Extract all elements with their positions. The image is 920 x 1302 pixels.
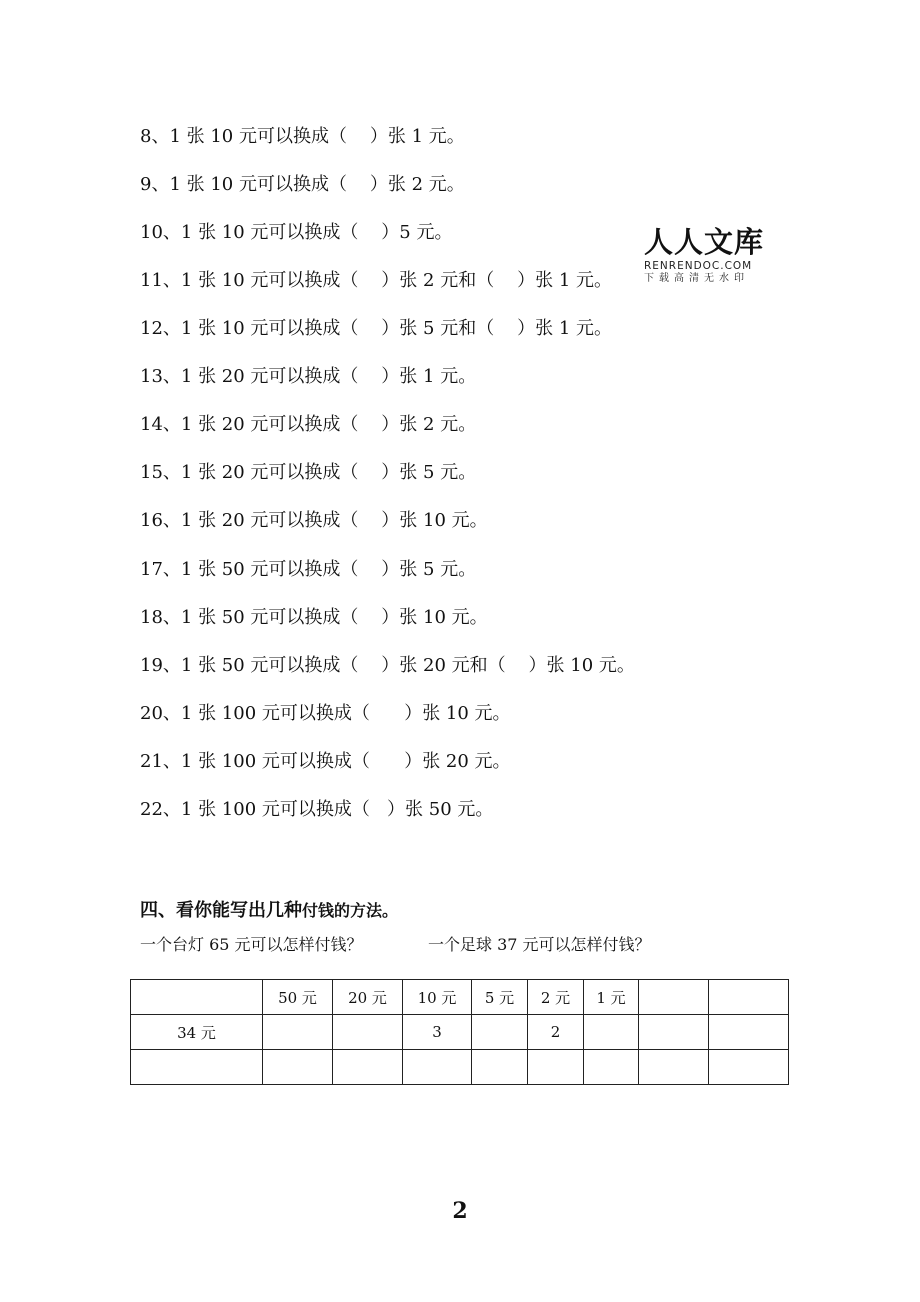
table-header-row [131,980,789,1015]
question-20: 20、1 张 100 元可以换成（ ）张 10 元。 [140,703,511,724]
table-row [131,1050,789,1085]
header-cell [639,980,709,1015]
question-9: 9、1 张 10 元可以换成（ ）张 2 元。 [140,174,465,195]
prompt-lamp: 一个台灯 65 元可以怎样付钱？ [140,935,363,954]
watermark-title: 人人文库 [644,225,765,259]
prompt-football: 一个足球 37 元可以怎样付钱？ [428,935,651,954]
question-15: 15、1 张 20 元可以换成（ ）张 5 元。 [140,462,477,483]
payment-table [130,979,789,1085]
header-cell: 2 元 [528,980,584,1015]
question-12: 12、1 张 10 元可以换成（ ）张 5 元和（ ）张 1 元。 [140,318,612,339]
question-14: 14、1 张 20 元可以换成（ ）张 2 元。 [140,414,477,435]
watermark-url: RENRENDOC.COM [644,260,753,272]
table-cell [709,1015,789,1050]
table-cell [333,1050,403,1085]
table-cell [709,1050,789,1085]
table-cell [263,1050,333,1085]
table-cell [472,1050,528,1085]
header-cell [709,980,789,1015]
table-cell: 34 元 [131,1015,263,1050]
section-title-main: 四、看你能写出几种 [140,900,302,921]
question-17: 17、1 张 50 元可以换成（ ）张 5 元。 [140,559,477,580]
table-cell [131,1050,263,1085]
question-19: 19、1 张 50 元可以换成（ ）张 20 元和（ ）张 10 元。 [140,655,635,676]
table-cell [263,1015,333,1050]
table-cell [639,1015,709,1050]
question-10: 10、1 张 10 元可以换成（ ）5 元。 [140,222,453,243]
question-22: 22、1 张 100 元可以换成（ ）张 50 元。 [140,799,494,820]
question-11: 11、1 张 10 元可以换成（ ）张 2 元和（ ）张 1 元。 [140,270,612,291]
table-cell [584,1015,639,1050]
header-cell: 10 元 [403,980,472,1015]
question-16: 16、1 张 20 元可以换成（ ）张 10 元。 [140,510,488,531]
header-cell: 1 元 [584,980,639,1015]
question-18: 18、1 张 50 元可以换成（ ）张 10 元。 [140,607,488,628]
header-cell: 20 元 [333,980,403,1015]
header-cell [131,980,263,1015]
table-cell: 3 [403,1015,472,1050]
question-21: 21、1 张 100 元可以换成（ ）张 20 元。 [140,751,511,772]
question-13: 13、1 张 20 元可以换成（ ）张 1 元。 [140,366,477,387]
page-number: 2 [452,1198,468,1224]
table-cell [472,1015,528,1050]
section-title [140,896,398,922]
question-8: 8、1 张 10 元可以换成（ ）张 1 元。 [140,126,465,147]
table-cell [403,1050,472,1085]
table-row [131,1015,789,1050]
table-cell [584,1050,639,1085]
table-cell [528,1050,584,1085]
table-cell [333,1015,403,1050]
watermark-subtitle: 下载高清无水印 [644,273,749,284]
table-cell [639,1050,709,1085]
table-cell: 2 [528,1015,584,1050]
watermark-logo [644,226,774,285]
header-cell: 5 元 [472,980,528,1015]
header-cell: 50 元 [263,980,333,1015]
section-title-small: 付钱的方法。 [302,901,399,920]
